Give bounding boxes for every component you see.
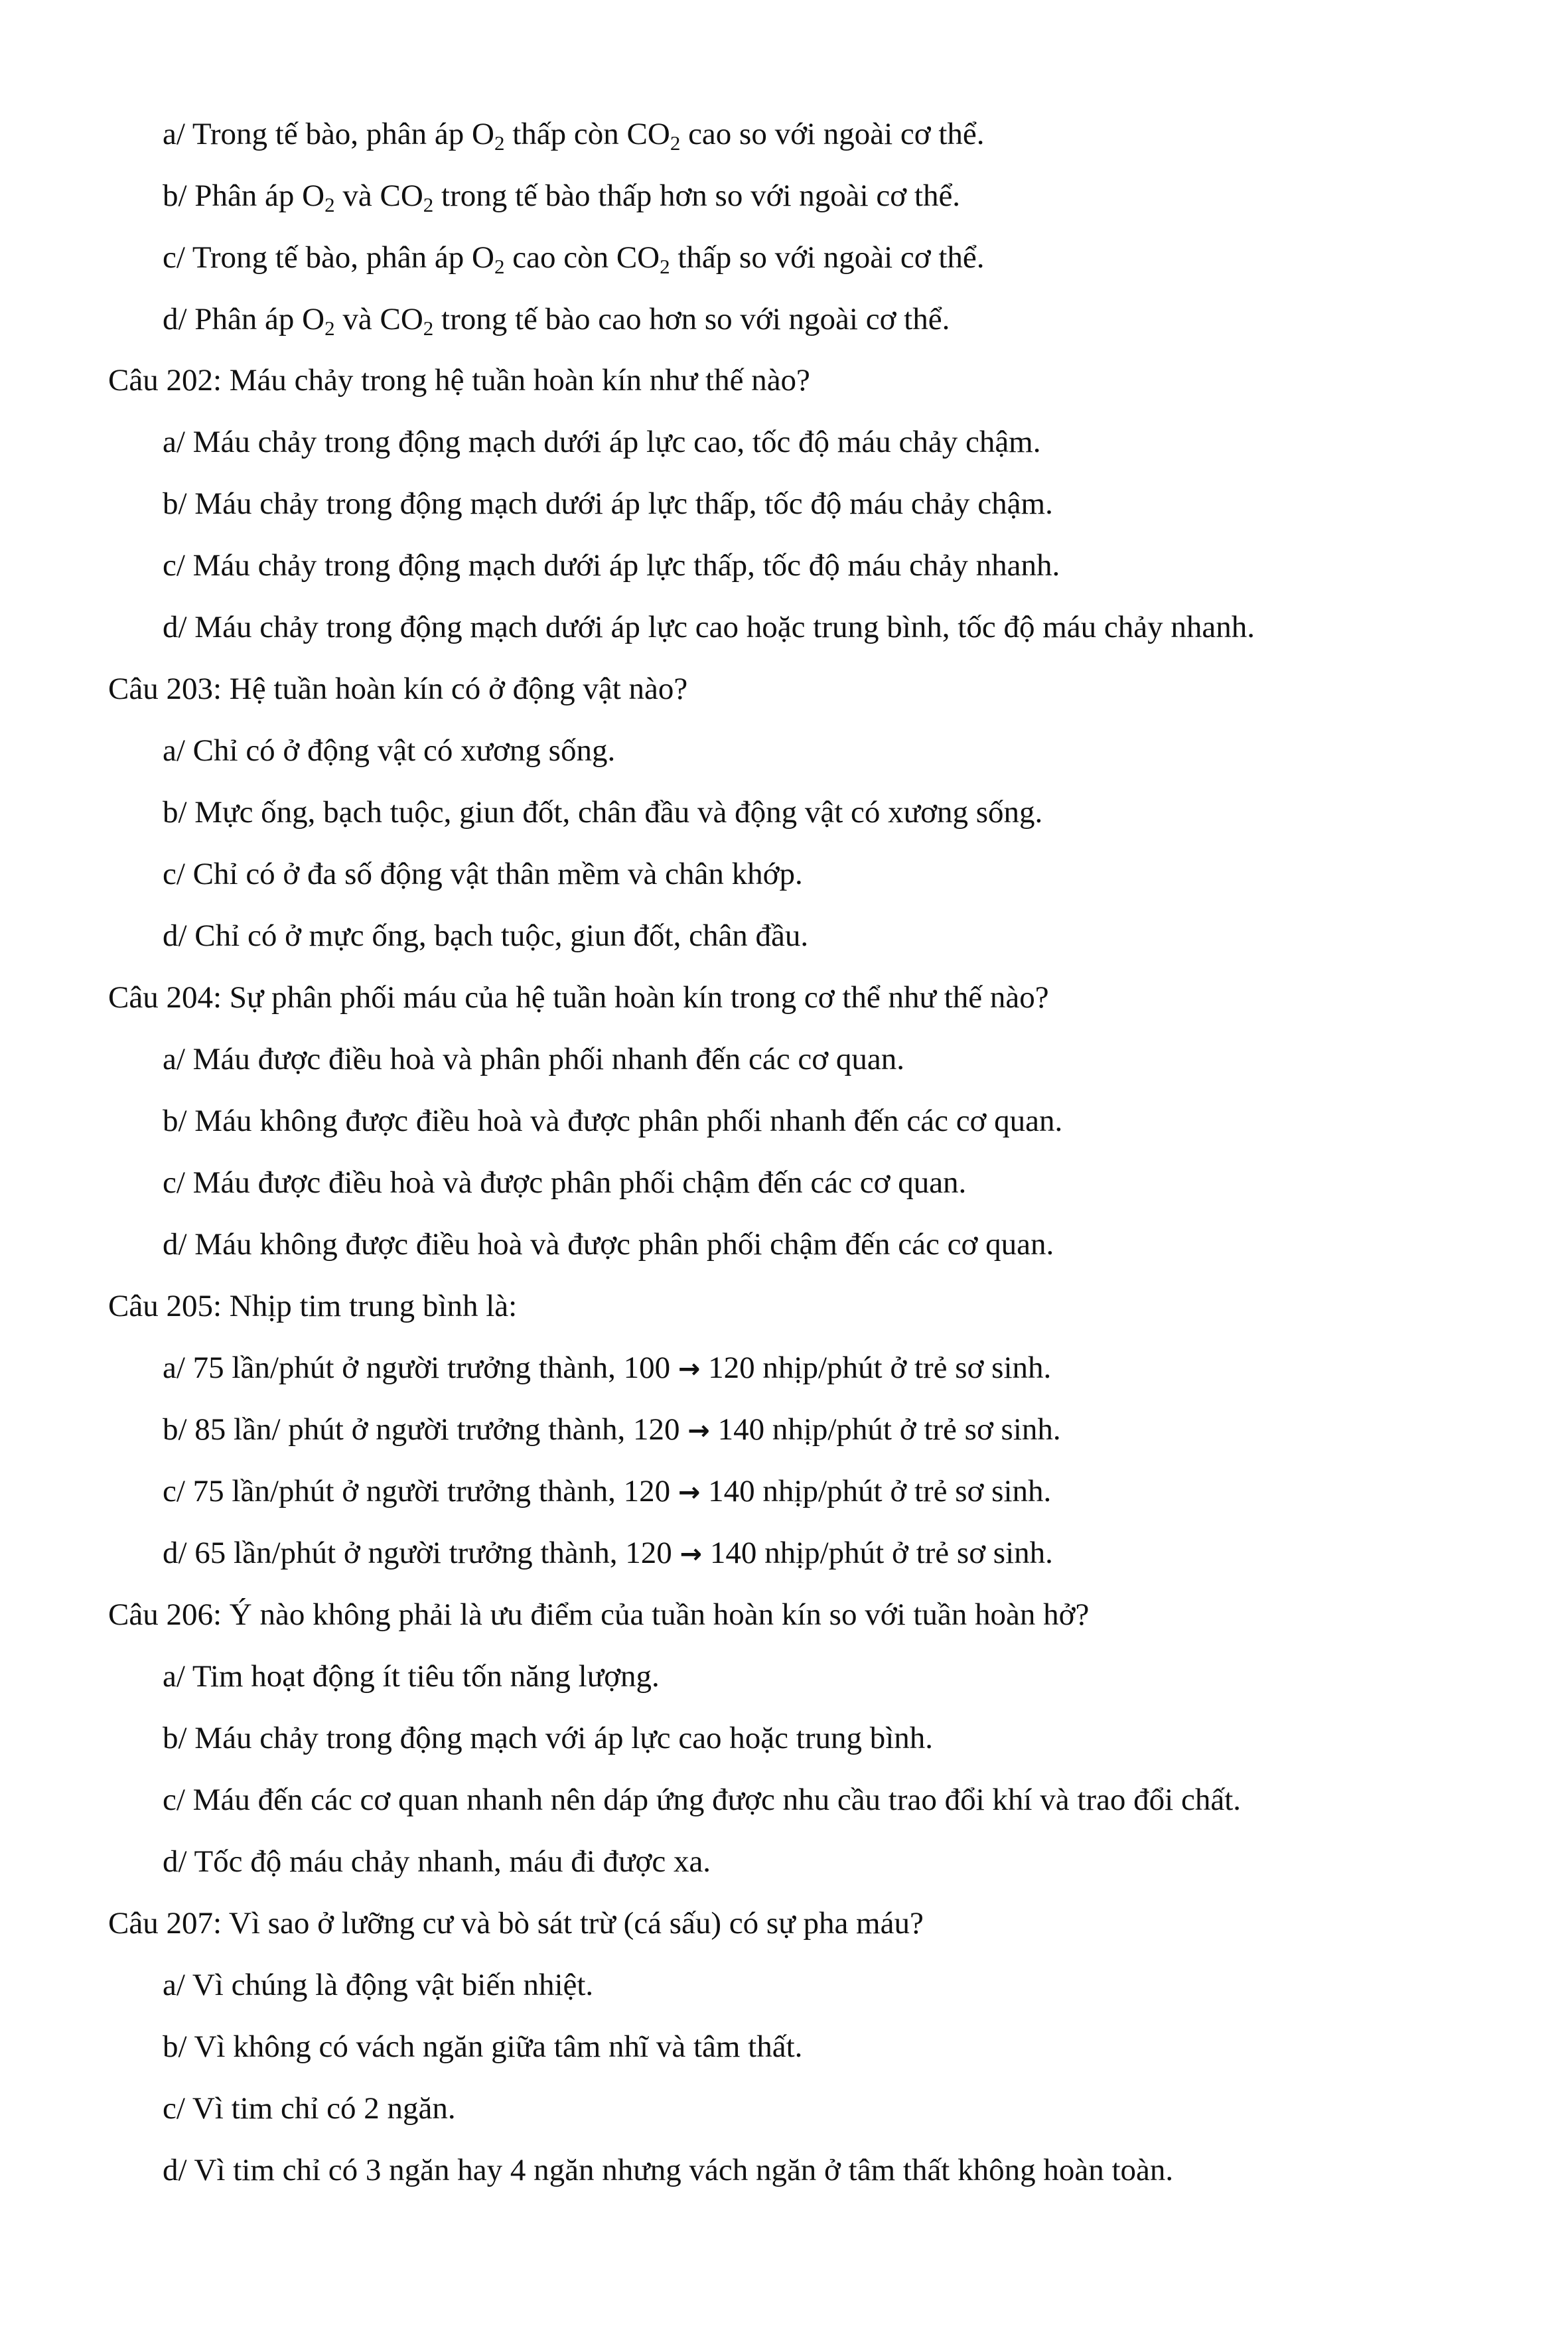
q207-option-c: c/ Vì tim chỉ có 2 ngăn. (163, 2091, 456, 2126)
right-arrow-icon: → (677, 1477, 701, 1508)
q204-option-b: b/ Máu không được điều hoà và được phân phối nhanh đến các cơ quan. (163, 1104, 1063, 1138)
q203-option-a: a/ Chỉ có ở động vật có xương sống. (163, 733, 616, 768)
q205-option-d: d/ 65 lần/phút ở người trưởng thành, 120 → 140 nhịp/phút ở trẻ sơ sinh. (163, 1536, 1053, 1570)
q202-question: Câu 202: Máu chảy trong hệ tuần hoàn kín như thế nào? (108, 363, 810, 398)
q207-question: Câu 207: Vì sao ở lưỡng cư và bò sát trừ (cá sấu) có sự pha máu? (108, 1906, 924, 1941)
q206-option-c: c/ Máu đến các cơ quan nhanh nên dáp ứng được nhu cầu trao đổi khí và trao đổi chất. (163, 1783, 1242, 1817)
right-arrow-icon: → (687, 1416, 710, 1446)
q206-option-a: a/ Tim hoạt động ít tiêu tốn năng lượng. (163, 1659, 660, 1694)
q202-option-d: d/ Máu chảy trong động mạch dưới áp lực cao hoặc trung bình, tốc độ máu chảy nhanh. (163, 610, 1255, 644)
q204-option-a: a/ Máu được điều hoà và phân phối nhanh đến các cơ quan. (163, 1042, 904, 1076)
q207-option-a: a/ Vì chúng là động vật biến nhiệt. (163, 1968, 594, 2002)
q206-question: Câu 206: Ý nào không phải là ưu điểm của tuần hoàn kín so với tuần hoàn hở? (108, 1597, 1090, 1632)
q201-option-d: d/ Phân áp $O_2$ và $CO_2$ trong tế bào cao hơn so với ngoài cơ thể. (163, 302, 950, 340)
q204-option-d: d/ Máu không được điều hoà và được phân phối chậm đến các cơ quan. (163, 1227, 1054, 1262)
q205-option-a: a/ 75 lần/phút ở người trưởng thành, 100 → 120 nhịp/phút ở trẻ sơ sinh. (163, 1351, 1052, 1385)
q205-option-c: c/ 75 lần/phút ở người trưởng thành, 120 → 140 nhịp/phút ở trẻ sơ sinh. (163, 1474, 1052, 1508)
q206-option-b: b/ Máu chảy trong động mạch với áp lực cao hoặc trung bình. (163, 1721, 934, 1755)
q204-option-c: c/ Máu được điều hoà và được phân phối chậm đến các cơ quan. (163, 1165, 967, 1200)
q203-option-d: d/ Chỉ có ở mực ống, bạch tuộc, giun đốt, chân đầu. (163, 919, 809, 953)
q203-option-b: b/ Mực ống, bạch tuộc, giun đốt, chân đầu và động vật có xương sống. (163, 795, 1043, 830)
q207-option-b: b/ Vì không có vách ngăn giữa tâm nhĩ và tâm thất. (163, 2029, 803, 2064)
q201-option-c: c/ Trong tế bào, phân áp $O_2$ cao còn $CO_2$ thấp so với ngoài cơ thể. (163, 240, 985, 278)
q203-option-c: c/ Chỉ có ở đa số động vật thân mềm và chân khớp. (163, 857, 803, 891)
q201-option-a: a/ Trong tế bào, phân áp $O_2$ thấp còn $CO_2$ cao so với ngoài cơ thể. (163, 117, 985, 155)
q202-option-c: c/ Máu chảy trong động mạch dưới áp lực thấp, tốc độ máu chảy nhanh. (163, 548, 1060, 583)
q202-option-a: a/ Máu chảy trong động mạch dưới áp lực cao, tốc độ máu chảy chậm. (163, 425, 1041, 459)
q204-question: Câu 204: Sự phân phối máu của hệ tuần hoàn kín trong cơ thể như thế nào? (108, 980, 1049, 1015)
right-arrow-icon: → (679, 1539, 703, 1570)
q205-question: Câu 205: Nhịp tim trung bình là: (108, 1289, 518, 1323)
q203-question: Câu 203: Hệ tuần hoàn kín có ở động vật nào? (108, 672, 688, 706)
q206-option-d: d/ Tốc độ máu chảy nhanh, máu đi được xa. (163, 1844, 711, 1879)
q201-option-b: b/ Phân áp $O_2$ và $CO_2$ trong tế bào thấp hơn so với ngoài cơ thể. (163, 179, 961, 216)
q207-option-d: d/ Vì tim chỉ có 3 ngăn hay 4 ngăn nhưng vách ngăn ở tâm thất không hoàn toàn. (163, 2153, 1174, 2187)
q202-option-b: b/ Máu chảy trong động mạch dưới áp lực thấp, tốc độ máu chảy chậm. (163, 486, 1053, 521)
right-arrow-icon: → (677, 1354, 701, 1384)
q205-option-b: b/ 85 lần/ phút ở người trưởng thành, 120 → 140 nhịp/phút ở trẻ sơ sinh. (163, 1412, 1061, 1447)
